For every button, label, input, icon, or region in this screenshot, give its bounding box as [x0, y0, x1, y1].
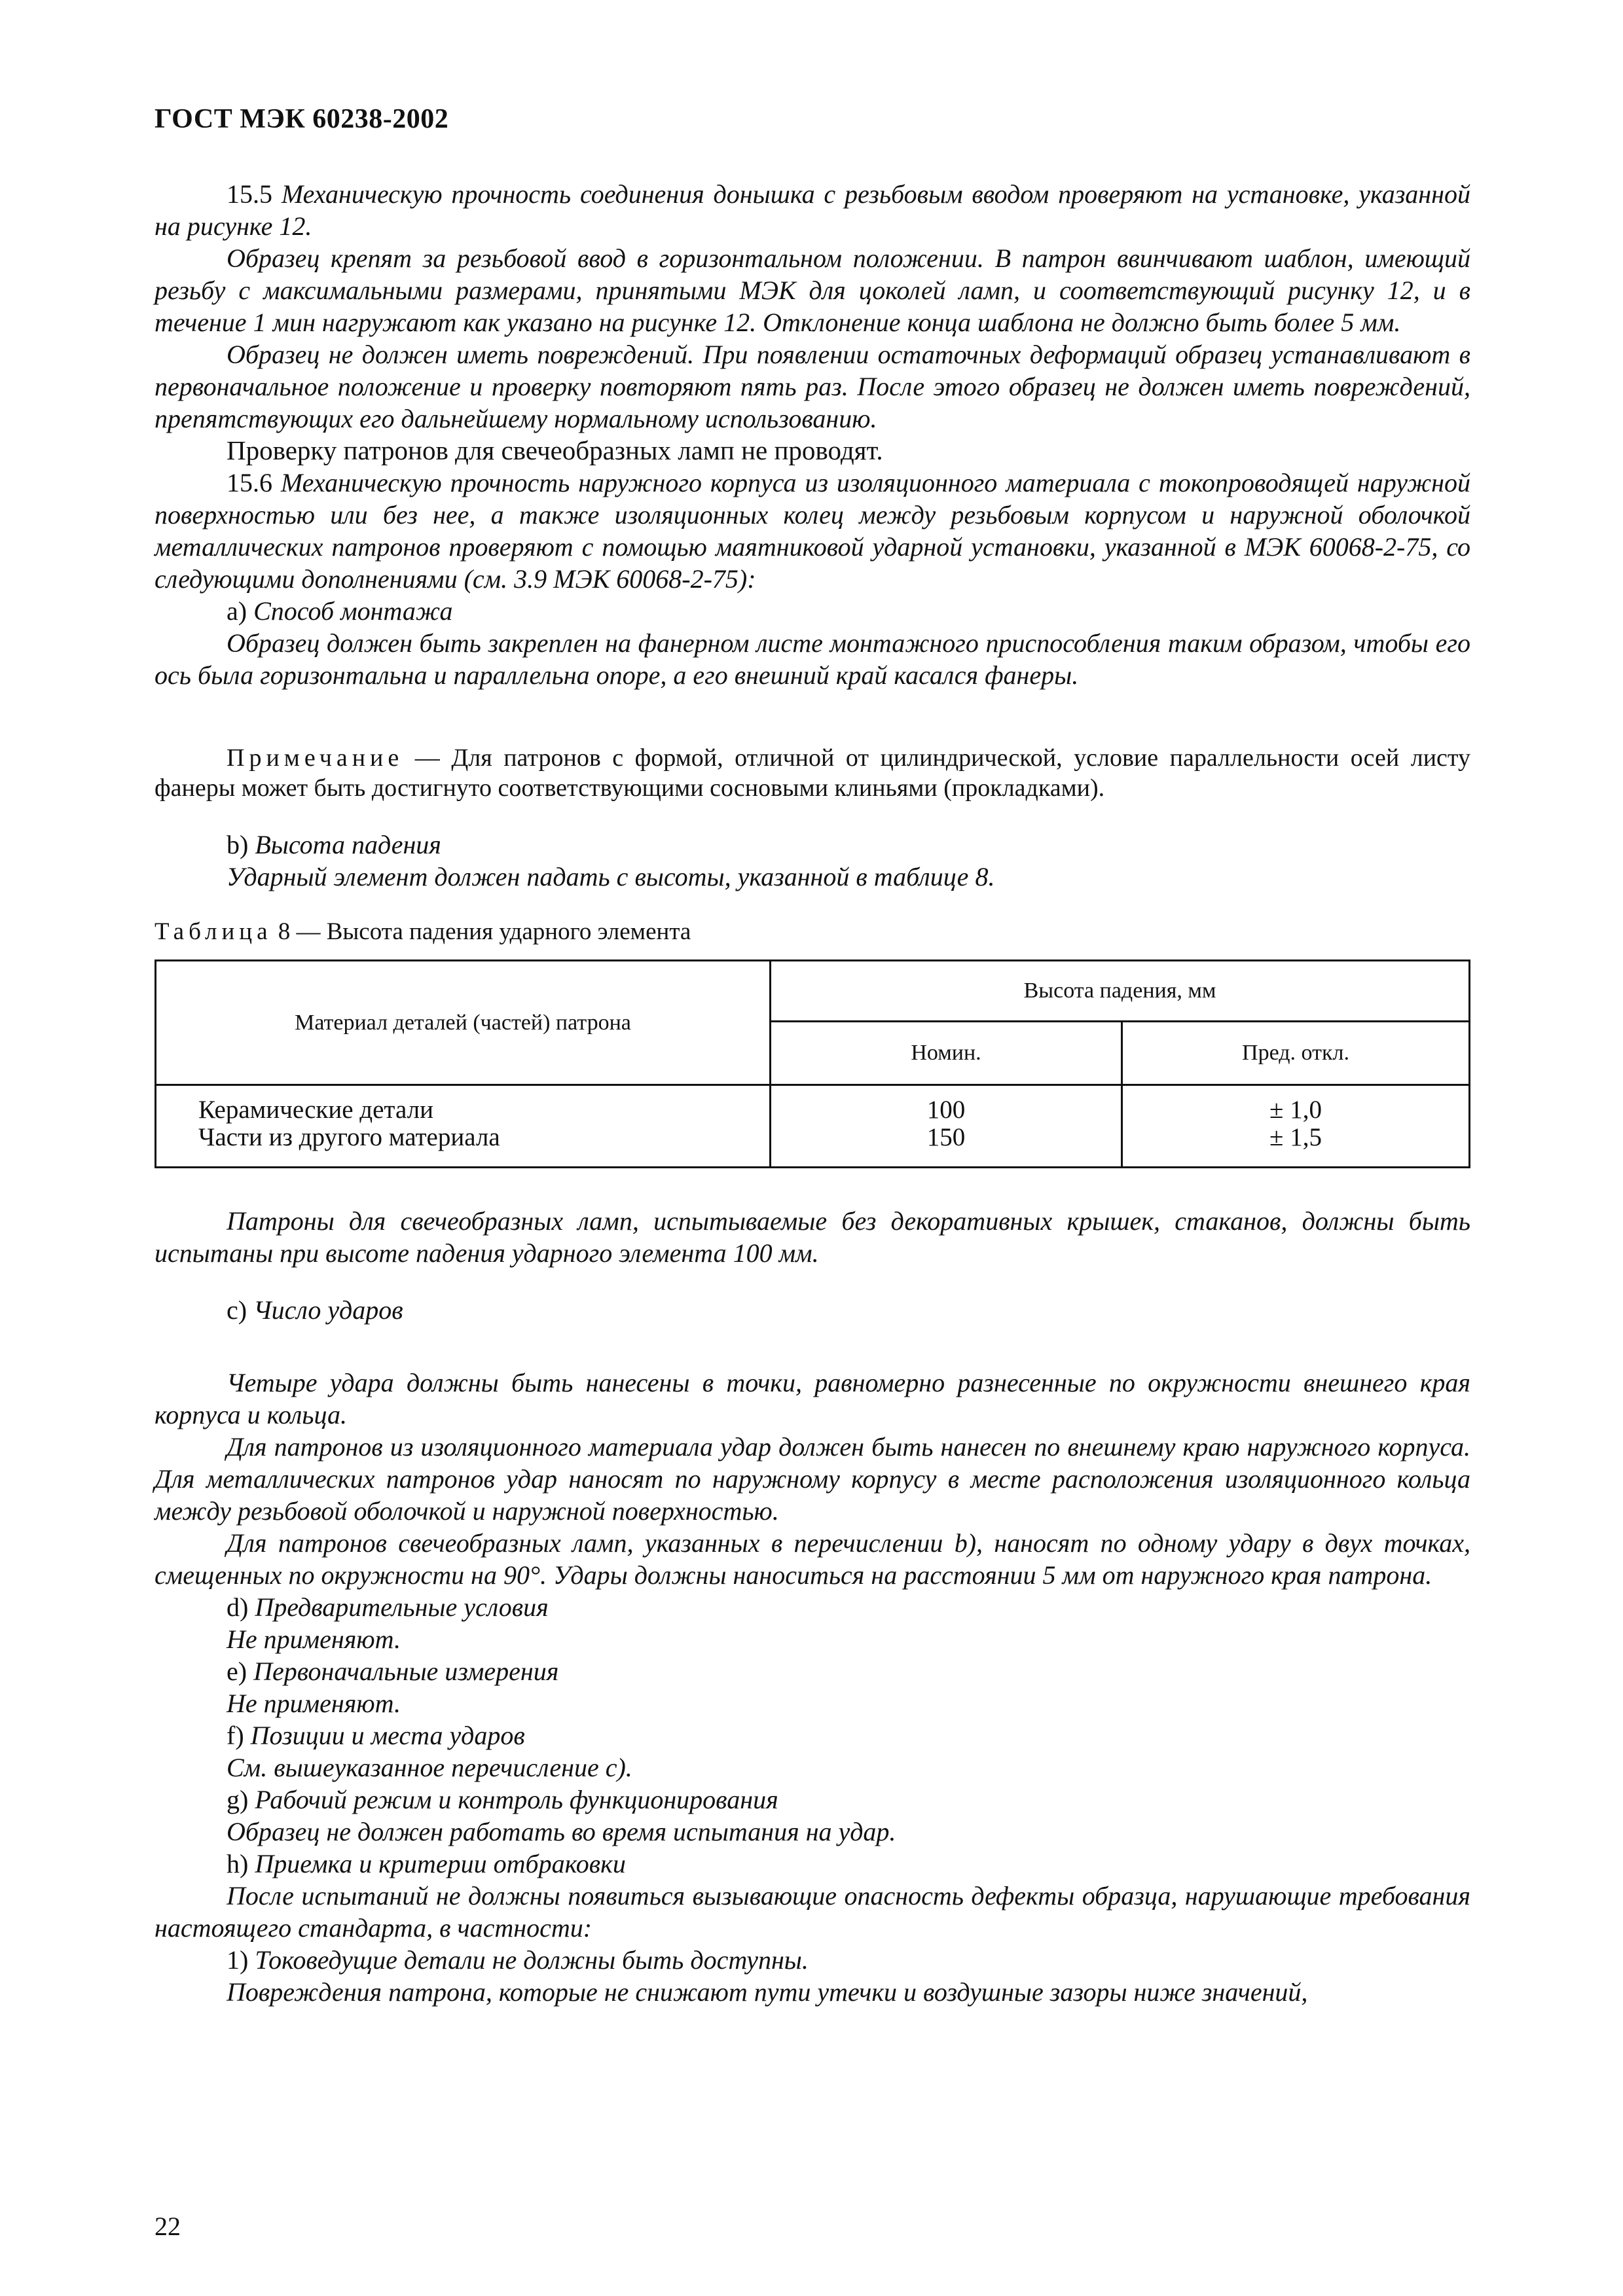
cell-tolerance	[1122, 1085, 1470, 1168]
list-title: Рабочий режим и контроль функционирования	[255, 1785, 778, 1814]
list-label: g)	[227, 1785, 249, 1814]
cell-materials	[156, 1085, 771, 1168]
list-item-f	[155, 1719, 1470, 1751]
list-title: Позиции и места ударов	[250, 1721, 525, 1750]
paragraph-15-5	[155, 178, 1470, 242]
clause-number: 15.6	[227, 468, 272, 497]
list-text: Не применяют.	[227, 1689, 401, 1718]
nominal-value: 150	[926, 1123, 966, 1151]
paragraph: Патроны для свечеобразных ламп, испытываемые без декоративных крышек, стаканов, должны быть испытаны при высоте падения ударного элемента 100 мм.	[155, 1206, 1470, 1268]
list-title: Приемка и критерии отбраковки	[255, 1849, 626, 1878]
list-label: c)	[227, 1295, 247, 1325]
list-title: Способ монтажа	[253, 596, 453, 626]
section-after-table	[155, 1205, 1470, 1326]
paragraph: Ударный элемент должен падать с высоты, указанной в таблице 8.	[227, 862, 995, 891]
table-8	[155, 960, 1470, 1168]
list-label: a)	[227, 596, 247, 626]
list-item-a	[155, 595, 1470, 627]
document-header: ГОСТ МЭК 60238-2002	[155, 104, 449, 134]
list-text: Образец не должен работать во время испытания на удар.	[227, 1817, 896, 1846]
material-value: Части из другого материала	[198, 1123, 500, 1151]
list-title: Первоначальные измерения	[253, 1657, 559, 1686]
paragraph: Образец должен быть закреплен на фанерном листе монтажного приспособления таким образом, чтобы его ось была горизонтальна и параллельна опоре, а его внешний край касался фанеры.	[155, 628, 1470, 690]
list-label: b)	[227, 830, 249, 859]
clause-text: Механическую прочность соединения донышка с резьбовым вводом проверяют на установке, указанной на рисунке 12.	[155, 179, 1470, 241]
list-item-h	[155, 1848, 1470, 1880]
list-text: Не применяют.	[227, 1624, 401, 1654]
paragraph: Повреждения патрона, которые не снижают пути утечки и воздушные зазоры ниже значений,	[227, 1977, 1308, 2007]
list-item-1	[155, 1944, 1470, 1976]
list-item-e	[155, 1655, 1470, 1687]
header-height: Высота падения, мм	[771, 961, 1470, 1022]
list-label: d)	[227, 1592, 249, 1622]
clause-text: Механическую прочность наружного корпуса из изоляционного материала с токопроводящей наружной поверхностью или без нее, а также изоляционных колец между резьбовым корпусом и наружной оболочкой металлических патронов проверяют с помощью маятниковой ударной установки, указанной в МЭК 60068-2-75, со следующими дополнениями (см. 3.9 МЭК 60068-2-75):	[155, 468, 1471, 594]
list-title: Токоведущие детали не должны быть доступны.	[255, 1945, 809, 1975]
header-tolerance: Пред. откл.	[1122, 1022, 1470, 1085]
material-value: Керамические детали	[198, 1096, 433, 1124]
section-b	[155, 829, 1470, 893]
list-item-c	[155, 1294, 1470, 1326]
clause-number: 15.5	[227, 179, 272, 209]
list-item-b	[155, 829, 1470, 861]
list-title: Предварительные условия	[255, 1592, 549, 1622]
table-caption-label: Таблица	[155, 918, 272, 945]
paragraph: Образец крепят за резьбовой ввод в горизонтальном положении. В патрон ввинчивают шаблон, имеющий резьбу с максимальными размерами, принятыми МЭК для цоколей ламп, и соответствующий рисунку 12, и в течение 1 мин нагружают как указано на рисунке 12. Отклонение конца шаблона не должно быть более 5 мм.	[155, 243, 1470, 337]
paragraph: Образец не должен иметь повреждений. При появлении остаточных деформаций образец устанавливают в первоначальное положение и проверку повторяют пять раз. После этого образец не должен иметь повреждений, препятствующих его дальнейшему нормальному использованию.	[155, 340, 1470, 433]
list-text: См. вышеуказанное перечисление c).	[227, 1753, 632, 1782]
note-text: — Для патронов с формой, отличной от цилиндрической, условие параллельности осей листу фанеры может быть достигнуто соответствующими сосновыми клиньями (прокладками).	[155, 744, 1471, 802]
section-c-h	[155, 1367, 1470, 2008]
tolerance-value: ± 1,0	[1269, 1096, 1322, 1124]
header-nominal: Номин.	[771, 1022, 1122, 1085]
list-label: e)	[227, 1657, 247, 1686]
page-number: 22	[155, 2212, 181, 2241]
list-label: 1)	[227, 1945, 249, 1975]
paragraph: После испытаний не должны появиться вызывающие опасность дефекты образца, нарушающие требования настоящего стандарта, в частности:	[155, 1881, 1470, 1943]
paragraph-15-6	[155, 467, 1470, 595]
paragraph: Для патронов из изоляционного материала удар должен быть нанесен по внешнему краю наружного корпуса. Для металлических патронов удар наносят по наружному корпусу в месте расположения изоляционного кольца между резьбовой оболочкой и наружной поверхностью.	[155, 1432, 1470, 1526]
list-title: Число ударов	[253, 1295, 403, 1325]
paragraph: Для патронов свечеобразных ламп, указанных в перечислении b), наносят по одному удару в двух точках, смещенных по окружности на 90°. Удары должны наноситься на расстоянии 5 мм от наружного края патрона.	[155, 1528, 1470, 1590]
cell-nominal	[771, 1085, 1122, 1168]
list-label: h)	[227, 1849, 249, 1878]
tolerance-value: ± 1,5	[1269, 1123, 1322, 1151]
note-label: Примечание	[227, 744, 404, 772]
list-label: f)	[227, 1721, 244, 1750]
paragraph: Проверку патронов для свечеобразных ламп не проводят.	[227, 435, 883, 465]
table-caption-text: 8 — Высота падения ударного элемента	[278, 918, 691, 945]
list-item-d	[155, 1591, 1470, 1623]
header-material: Материал деталей (частей) патрона	[156, 961, 771, 1085]
list-item-g	[155, 1784, 1470, 1816]
nominal-value: 100	[926, 1096, 966, 1124]
list-title: Высота падения	[255, 830, 441, 859]
table-caption	[155, 918, 691, 946]
paragraph: Четыре удара должны быть нанесены в точки, равномерно разнесенные по окружности внешнего края корпуса и кольца.	[155, 1368, 1470, 1429]
table-row	[156, 1085, 1470, 1168]
note	[155, 743, 1470, 803]
section-15-5-15-6	[155, 178, 1470, 691]
